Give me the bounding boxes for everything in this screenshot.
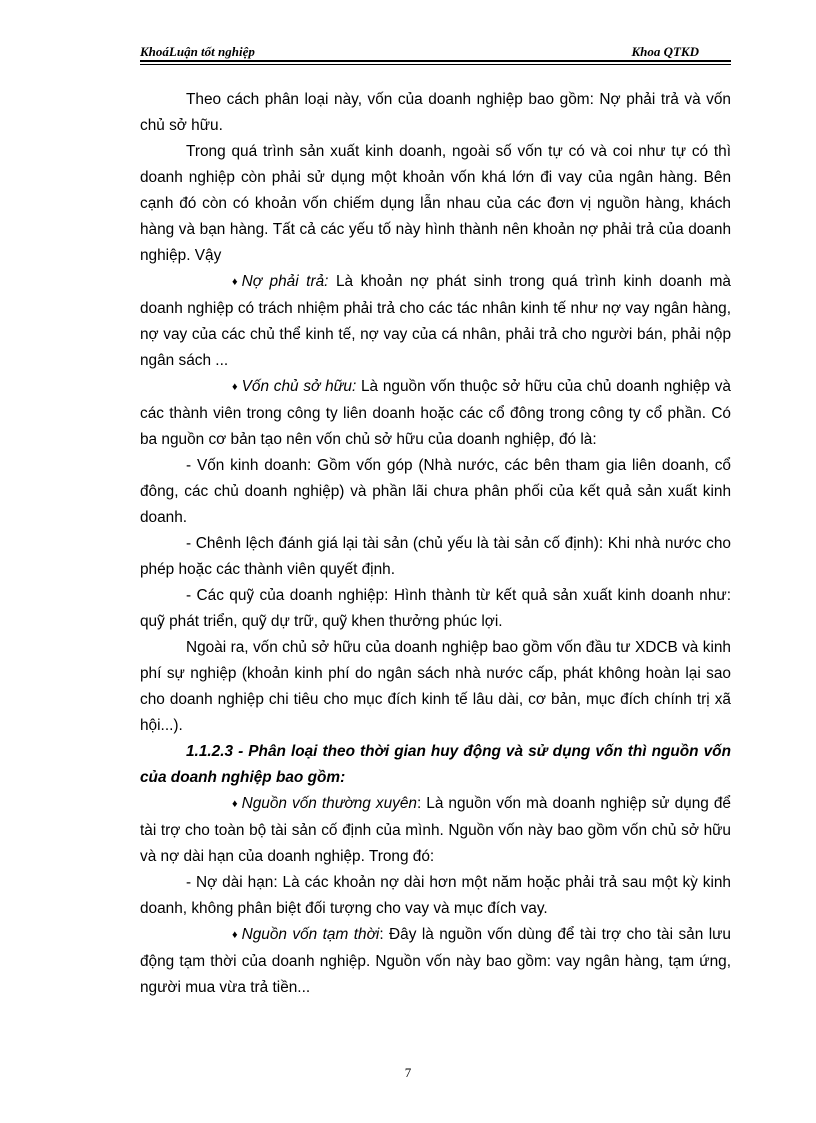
paragraph-text: : Là nguồn vốn mà doanh nghiệp sử dụng để tài trợ cho toàn bộ tài sản cố định của mình. Nguồn vốn này bao gồm vốn chủ sở hữu và nợ dài hạn của doanh nghiệp. Trong đó: — [140, 795, 731, 865]
paragraph — [140, 635, 731, 739]
paragraph — [140, 531, 731, 583]
diamond-bullet-icon: ♦ — [232, 276, 238, 288]
body-text — [140, 87, 731, 1001]
paragraph-text: Là khoản nợ phát sinh trong quá trình kinh doanh mà doanh nghiệp có trách nhiệm phải trả cho các tác nhân kinh tế như nợ vay ngân hàng, nợ vay của các chủ thể kinh tế, nợ vay của cá nhân, phải trả cho người bán, phải nộp ngân sách ... — [140, 273, 731, 369]
paragraph — [140, 87, 731, 139]
term-lead: Nguồn vốn tạm thời — [241, 926, 380, 943]
diamond-bullet-icon: ♦ — [232, 798, 238, 810]
header-left-title: KhoáLuận tốt nghiệp — [140, 44, 255, 59]
paragraph — [140, 374, 731, 453]
section-heading: 1.1.2.3 - Phân loại theo thời gian huy động và sử dụng vốn thì nguồn vốn của doanh nghiệp bao gồm: — [140, 743, 731, 786]
diamond-bullet-icon: ♦ — [232, 929, 238, 941]
paragraph — [140, 922, 731, 1001]
paragraph-text: - Vốn kinh doanh: Gồm vốn góp (Nhà nước, các bên tham gia liên doanh, cổ đông, các chủ doanh nghiệp) và phần lãi chưa phân phối của kết quả sản xuất kinh doanh. — [140, 457, 731, 526]
paragraph-text: : Đây là nguồn vốn dùng để tài trợ cho tài sản lưu động tạm thời của doanh nghiệp. Nguồn vốn này bao gồm: vay ngân hàng, tạm ứng, người mua vừa trả tiền... — [140, 926, 731, 996]
paragraph — [140, 583, 731, 635]
paragraph-text: Theo cách phân loại này, vốn của doanh nghiệp bao gồm: Nợ phải trả và vốn chủ sở hữu. — [140, 91, 731, 134]
page-number: 7 — [404, 1065, 412, 1080]
paragraph — [140, 269, 731, 374]
paragraph — [140, 791, 731, 870]
header-rule-thin — [140, 64, 731, 65]
header-right-department: Khoa QTKD — [631, 44, 699, 59]
paragraph — [140, 453, 731, 531]
term-lead: Nợ phải trả: — [241, 273, 329, 290]
paragraph-text: - Nợ dài hạn: Là các khoản nợ dài hơn một năm hoặc phải trả sau một kỳ kinh doanh, không phân biệt đối tượng cho vay và mục đích vay. — [140, 874, 731, 917]
paragraph-text: - Chênh lệch đánh giá lại tài sản (chủ yếu là tài sản cố định): Khi nhà nước cho phép hoặc các thành viên quyết định. — [140, 535, 731, 578]
running-header — [140, 42, 731, 62]
header-rule-thick — [140, 60, 731, 62]
paragraph-text: - Các quỹ của doanh nghiệp: Hình thành từ kết quả sản xuất kinh doanh như: quỹ phát triển, quỹ dự trữ, quỹ khen thưởng phúc lợi. — [140, 587, 731, 630]
paragraph-text: Ngoài ra, vốn chủ sở hữu của doanh nghiệp bao gồm vốn đầu tư XDCB và kinh phí sự nghiệp (khoản kinh phí do ngân sách nhà nước cấp, phát không hoàn lại sao cho doanh nghiệp chi tiêu cho mục đích kinh tế lâu dài, cơ bản, mục đích chính trị xã hội...). — [140, 639, 731, 734]
term-lead: Nguồn vốn thường xuyên — [241, 795, 417, 812]
paragraph — [140, 139, 731, 269]
term-lead: Vốn chủ sở hữu: — [241, 378, 357, 395]
diamond-bullet-icon: ♦ — [232, 381, 238, 393]
paragraph-text: Là nguồn vốn thuộc sở hữu của chủ doanh nghiệp và các thành viên trong công ty liên doanh hoặc các cổ đông trong công ty cổ phần. Có ba nguồn cơ bản tạo nên vốn chủ sở hữu của doanh nghiệp, đó là: — [140, 378, 731, 448]
paragraph-text: Trong quá trình sản xuất kinh doanh, ngoài số vốn tự có và coi như tự có thì doanh nghiệp còn phải sử dụng một khoản vốn khá lớn đi vay của ngân hàng. Bên cạnh đó còn có khoản vốn chiếm dụng lẫn nhau của các đơn vị nguồn hàng, khách hàng và bạn hàng. Tất cả các yếu tố này hình thành nên khoản nợ phải trả của doanh nghiệp. Vậy — [140, 143, 731, 264]
paragraph — [140, 870, 731, 922]
